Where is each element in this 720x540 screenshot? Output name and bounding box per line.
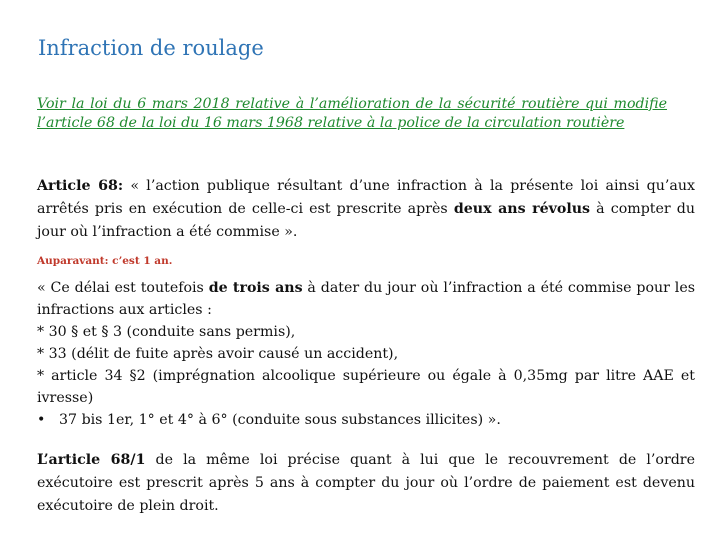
list-item: * 33 (délit de fuite après avoir causé un accident), xyxy=(37,346,399,362)
exception-text-a: « Ce délai est toutefois xyxy=(37,280,209,296)
slide-title: Infraction de roulage xyxy=(38,36,264,60)
article-68-paragraph xyxy=(37,175,695,244)
article-68-label: Article 68: xyxy=(37,178,124,194)
bullet-icon: • xyxy=(37,412,46,428)
exception-paragraph xyxy=(37,277,695,431)
exception-emphasis: de trois ans xyxy=(208,280,303,296)
article-68-1-paragraph xyxy=(37,449,695,518)
law-reference-link[interactable]: Voir la loi du 6 mars 2018 relative à l’amélioration de la sécurité routière qui modifie l’article 68 de la loi du 16 mars 1968 relative à la police de la circulation routière xyxy=(37,96,667,131)
article-68-emphasis: deux ans révolus xyxy=(453,201,591,217)
exception-text-b: à dater du jour où l’infraction a été commise pour les infractions aux articles : xyxy=(37,280,695,318)
list-item: * 30 § et § 3 (conduite sans permis), xyxy=(37,324,296,340)
article-68-1-label: L’article 68/1 xyxy=(37,452,146,468)
previously-note: Auparavant: c’est 1 an. xyxy=(37,255,173,267)
article-68-text-b: à compter du jour où l’infraction a été commise ». xyxy=(37,201,696,240)
bullet-list-item xyxy=(37,409,695,431)
bullet-item-text: 37 bis 1er, 1° et 4° à 6° (conduite sous substances illicites) ». xyxy=(59,412,501,428)
article-68-1-text: de la même loi précise quant à lui que le recouvrement de l’ordre exécutoire est prescrit après 5 ans à compter du jour où l’ordre de paiement est devenu exécutoire de plein droit. xyxy=(37,452,695,514)
exception-intro xyxy=(37,277,695,321)
article-68-text-a: « l’action publique résultant d’une infraction à la présente loi ainsi qu’aux arrêtés pris en exécution de celle-ci est prescrite après xyxy=(37,178,695,217)
list-item: * article 34 §2 (imprégnation alcoolique supérieure ou égale à 0,35mg par litre AAE et ivresse) xyxy=(37,368,695,406)
